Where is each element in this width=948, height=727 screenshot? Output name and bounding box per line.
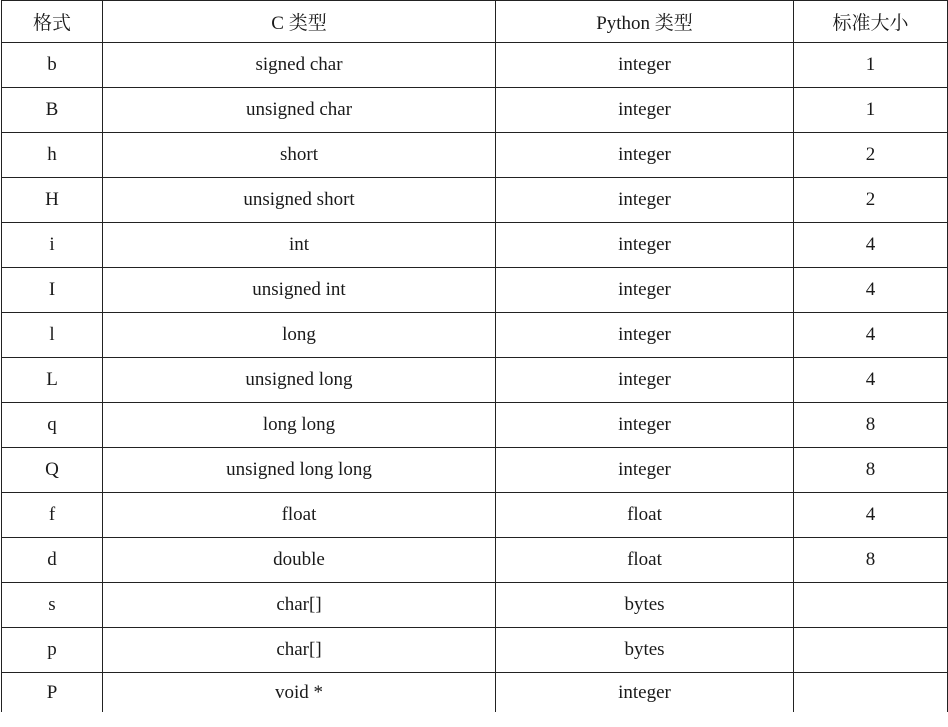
cell-standard-size: 4 (794, 268, 948, 313)
table-row (2, 628, 948, 673)
cell-c-type: void * (103, 673, 496, 713)
cell-format: b (2, 43, 103, 88)
cell-python-type: bytes (496, 628, 794, 673)
cell-format: f (2, 493, 103, 538)
cell-c-type: unsigned short (103, 178, 496, 223)
table-row (2, 673, 948, 713)
cell-standard-size: 8 (794, 448, 948, 493)
cell-standard-size (794, 673, 948, 713)
cell-standard-size: 2 (794, 178, 948, 223)
cell-standard-size: 4 (794, 493, 948, 538)
cell-c-type: char[] (103, 628, 496, 673)
cell-standard-size: 8 (794, 538, 948, 583)
cell-format: p (2, 628, 103, 673)
cell-standard-size: 8 (794, 403, 948, 448)
cell-standard-size: 1 (794, 88, 948, 133)
table-row (2, 43, 948, 88)
cell-format: Q (2, 448, 103, 493)
cell-python-type: integer (496, 268, 794, 313)
cell-python-type: integer (496, 43, 794, 88)
cell-format: d (2, 538, 103, 583)
table-row (2, 178, 948, 223)
cell-standard-size: 2 (794, 133, 948, 178)
cell-standard-size: 4 (794, 223, 948, 268)
header-standard-size: 标准大小 (794, 1, 948, 43)
cell-format: P (2, 673, 103, 713)
cell-python-type: integer (496, 133, 794, 178)
table-row (2, 403, 948, 448)
cell-python-type: integer (496, 88, 794, 133)
cell-c-type: char[] (103, 583, 496, 628)
cell-standard-size (794, 628, 948, 673)
cell-standard-size: 4 (794, 358, 948, 403)
cell-c-type: float (103, 493, 496, 538)
cell-standard-size: 1 (794, 43, 948, 88)
cell-python-type: float (496, 538, 794, 583)
cell-python-type: bytes (496, 583, 794, 628)
cell-c-type: signed char (103, 43, 496, 88)
cell-standard-size: 4 (794, 313, 948, 358)
cell-format: H (2, 178, 103, 223)
cell-format: l (2, 313, 103, 358)
cell-python-type: integer (496, 358, 794, 403)
table-row (2, 448, 948, 493)
cell-c-type: long (103, 313, 496, 358)
cell-c-type: unsigned long (103, 358, 496, 403)
table-row (2, 583, 948, 628)
cell-python-type: integer (496, 673, 794, 713)
table-row (2, 133, 948, 178)
cell-python-type: float (496, 493, 794, 538)
cell-c-type: short (103, 133, 496, 178)
cell-c-type: double (103, 538, 496, 583)
cell-c-type: unsigned long long (103, 448, 496, 493)
cell-c-type: unsigned int (103, 268, 496, 313)
cell-python-type: integer (496, 403, 794, 448)
table-row (2, 88, 948, 133)
header-row (2, 1, 948, 43)
table-body (2, 43, 948, 713)
cell-standard-size (794, 583, 948, 628)
cell-python-type: integer (496, 223, 794, 268)
table-row (2, 358, 948, 403)
cell-python-type: integer (496, 313, 794, 358)
cell-format: s (2, 583, 103, 628)
cell-format: h (2, 133, 103, 178)
header-format: 格式 (2, 1, 103, 43)
table-row (2, 268, 948, 313)
cell-python-type: integer (496, 178, 794, 223)
cell-c-type: int (103, 223, 496, 268)
cell-format: B (2, 88, 103, 133)
table-row (2, 538, 948, 583)
header-python-type: Python 类型 (496, 1, 794, 43)
header-c-type: C 类型 (103, 1, 496, 43)
cell-format: L (2, 358, 103, 403)
cell-c-type: long long (103, 403, 496, 448)
table-header (2, 1, 948, 43)
cell-format: i (2, 223, 103, 268)
cell-format: I (2, 268, 103, 313)
table-row (2, 313, 948, 358)
cell-c-type: unsigned char (103, 88, 496, 133)
cell-python-type: integer (496, 448, 794, 493)
cell-format: q (2, 403, 103, 448)
table-row (2, 493, 948, 538)
format-table (1, 0, 948, 712)
table-row (2, 223, 948, 268)
